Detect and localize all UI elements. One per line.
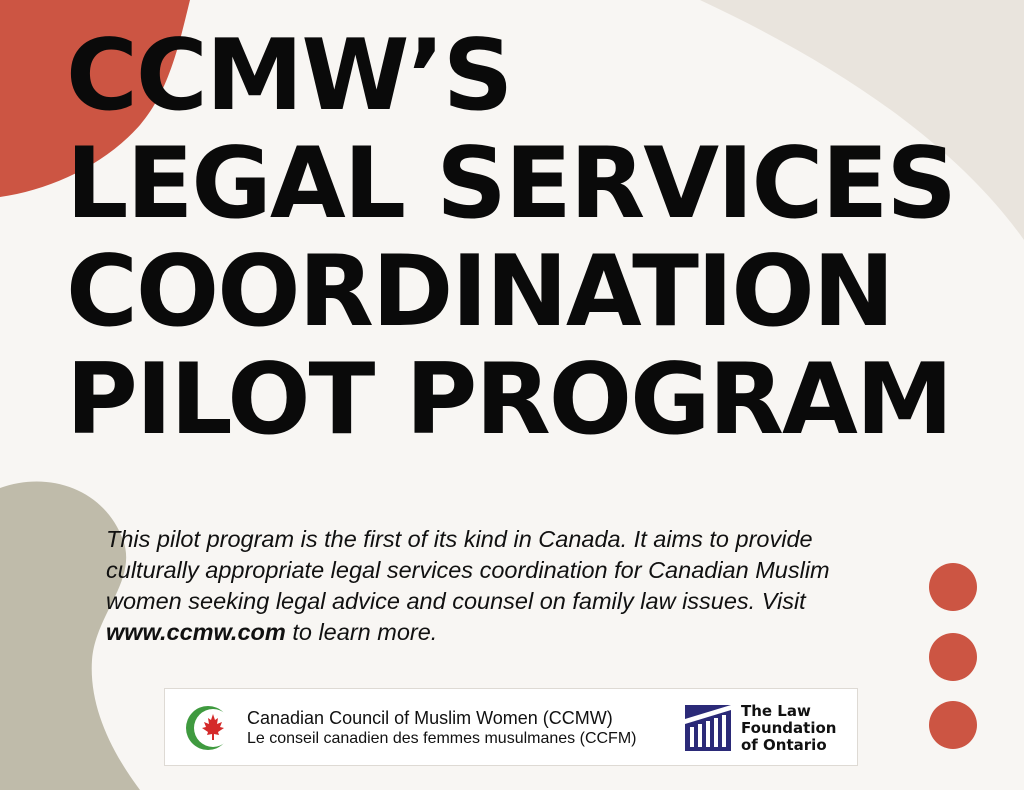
decorative-dot-1 xyxy=(929,563,977,611)
law-foundation-mark-icon xyxy=(685,705,731,751)
title-line-4: PILOT PROGRAM xyxy=(66,343,952,457)
title-line-2: LEGAL SERVICES xyxy=(66,127,955,241)
description-text: This pilot program is the first of its kind in Canada. It aims to provide culturally appropriate legal services coordination for Canadian Muslim women seeking legal advice and counsel on family law issues. Visit xyxy=(106,526,830,614)
ccmw-name-english: Canadian Council of Muslim Women (CCMW) xyxy=(247,708,613,728)
law-foundation-logo-text xyxy=(741,703,836,754)
website-link[interactable]: www.ccmw.com xyxy=(106,619,286,645)
lfo-line-3: of Ontario xyxy=(741,736,827,754)
crescent-maple-leaf-icon xyxy=(183,703,233,753)
title-line-1: CCMW’S xyxy=(66,19,512,133)
decorative-dot-3 xyxy=(929,701,977,749)
page-title xyxy=(66,19,955,457)
program-description xyxy=(106,524,906,648)
ccmw-name-french: Le conseil canadien des femmes musulmanes (CCFM) xyxy=(247,730,637,747)
partner-logos-bar xyxy=(164,688,858,766)
lfo-line-1: The Law xyxy=(741,702,811,720)
title-line-3: COORDINATION xyxy=(66,235,893,349)
decorative-dot-2 xyxy=(929,633,977,681)
ccmw-logo-text xyxy=(247,708,636,749)
description-text-end: to learn more. xyxy=(285,619,438,645)
lfo-line-2: Foundation xyxy=(741,719,837,737)
